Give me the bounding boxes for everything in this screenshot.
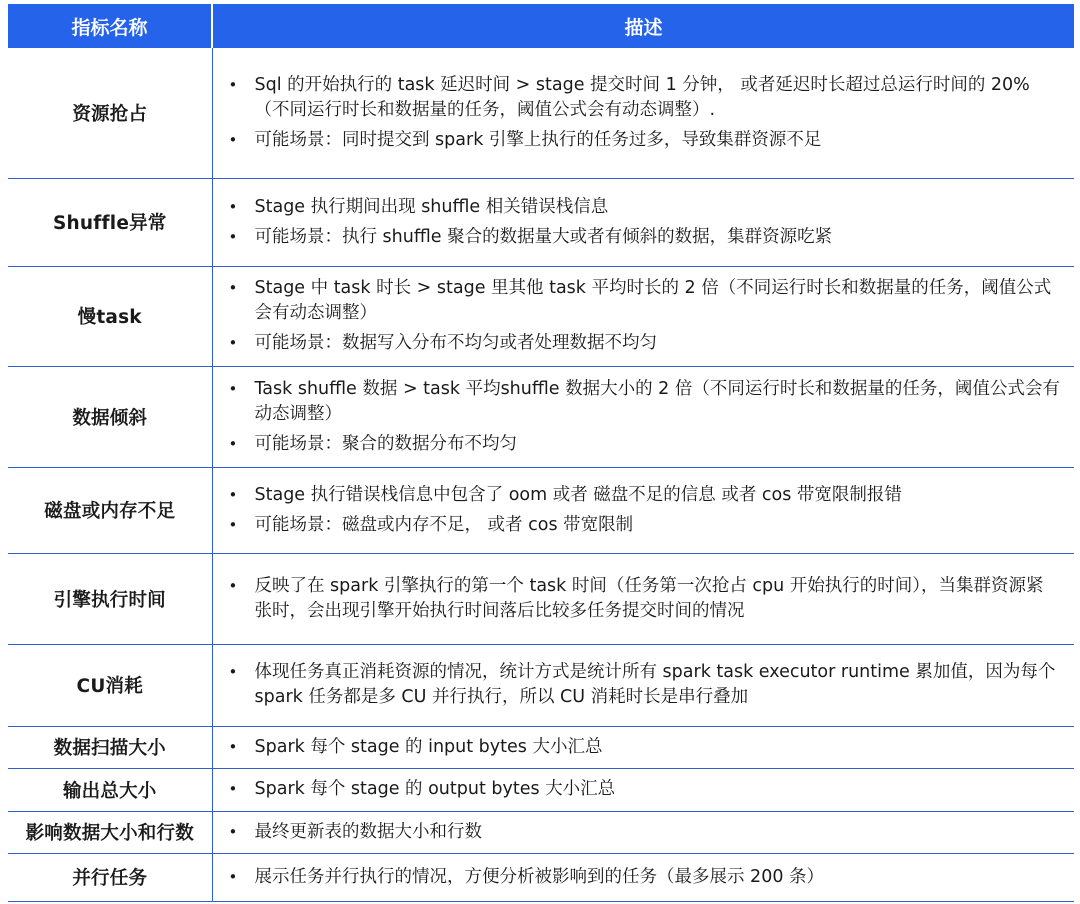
bullet-icon: • [228,737,238,756]
metric-name: 数据扫描大小 [8,726,212,768]
bullet-icon: • [228,227,238,246]
metric-description [212,266,1074,366]
list-item: • Task shuffle 数据 > task 平均shuffle 数据大小的 2 倍（不同运行时长和数据量的任务，阈值公式会有动态调整） [228,378,1060,424]
metric-description [212,768,1074,811]
table-header [8,4,1074,48]
metric-description [212,726,1074,768]
table-row [8,366,1074,467]
list-item: • Stage 中 task 时长 > stage 里其他 task 平均时长的 2 倍（不同运行时长和数据量的任务，阈值公式会有动态调整） [228,278,1052,323]
bullet-icon: • [228,576,238,595]
list-item: • 体现任务真正消耗资源的情况，统计方式是统计所有 spark task executor runtime 累加值，因为每个 spark 任务都是多 CU 并行执行，所以 CU 消耗时长是串行叠加 [228,662,1056,707]
table-row [8,266,1074,366]
bullet-icon: • [228,75,238,94]
metric-description [212,467,1074,553]
bullet-icon: • [228,130,238,149]
table-row [8,644,1074,726]
bullet-icon: • [228,867,238,886]
list-item: • 反映了在 spark 引擎执行的第一个 task 时间（任务第一次抢占 cpu 开始执行的时间），当集群资源紧张时，会出现引擎开始执行时间落后比较多任务提交时间的情况 [228,575,1044,621]
list-item: • 可能场景：同时提交到 spark 引擎上执行的任务过多，导致集群资源不足 [225,128,1061,153]
metric-description [212,553,1074,644]
metric-name: 磁盘或内存不足 [8,467,212,553]
metric-name: 数据倾斜 [8,366,212,467]
metric-name: 慢task [8,266,212,366]
table-row [8,553,1074,644]
header-metric-name: 指标名称 [8,4,212,48]
table-row [8,726,1074,768]
list-item: • 可能场景：数据写入分布不均匀或者处理数据不均匀 [225,331,1061,356]
table-row [8,768,1074,811]
bullet-icon: • [228,822,238,841]
list-item: • 可能场景：聚合的数据分布不均匀 [225,432,1061,457]
list-item: • Spark 每个 stage 的 output bytes 大小汇总 [225,777,1061,802]
table-row [8,853,1074,901]
metric-description [212,853,1074,901]
metric-description [212,644,1074,726]
metric-name: 并行任务 [8,853,212,901]
header-description: 描述 [212,4,1074,48]
metric-description [212,178,1074,266]
list-item: • Spark 每个 stage 的 input bytes 大小汇总 [225,735,1061,760]
table-row [8,467,1074,553]
bullet-icon: • [228,334,238,352]
metrics-table [8,4,1074,902]
metric-name: CU消耗 [8,644,212,726]
metric-description [212,811,1074,853]
metric-name: Shuffle异常 [8,178,212,266]
list-item: • 展示任务并行执行的情况，方便分析被影响到的任务（最多展示 200 条） [225,865,1061,890]
metric-name: 资源抢占 [8,48,212,178]
list-item: • Stage 执行期间出现 shuffle 相关错误栈信息 [225,195,1061,220]
metric-name: 影响数据大小和行数 [8,811,212,853]
list-item: • 可能场景：磁盘或内存不足， 或者 cos 带宽限制 [225,513,1061,538]
table-row [8,811,1074,853]
bullet-icon: • [228,434,238,453]
bullet-icon: • [228,379,238,398]
bullet-icon: • [228,663,238,681]
list-item: • 可能场景：执行 shuffle 聚合的数据量大或者有倾斜的数据，集群资源吃紧 [225,225,1061,250]
bullet-icon: • [228,279,238,297]
metric-description [212,366,1074,467]
bullet-icon: • [228,197,238,216]
bullet-icon: • [228,485,238,504]
metric-name: 输出总大小 [8,768,212,811]
list-item: • Stage 执行错误栈信息中包含了 oom 或者 磁盘不足的信息 或者 cos 带宽限制报错 [225,483,1061,508]
list-item: • 最终更新表的数据大小和行数 [225,820,1061,845]
bullet-icon: • [228,780,238,798]
metric-description [212,48,1074,178]
table-row [8,178,1074,266]
metric-name: 引擎执行时间 [8,553,212,644]
list-item: • Sql 的开始执行的 task 延迟时间 > stage 提交时间 1 分钟， 或者延迟时长超过总运行时间的 20%（不同运行时长和数据量的任务，阈值公式会有动态调整）. [228,74,1030,120]
bullet-icon: • [228,515,238,534]
table-row [8,48,1074,178]
